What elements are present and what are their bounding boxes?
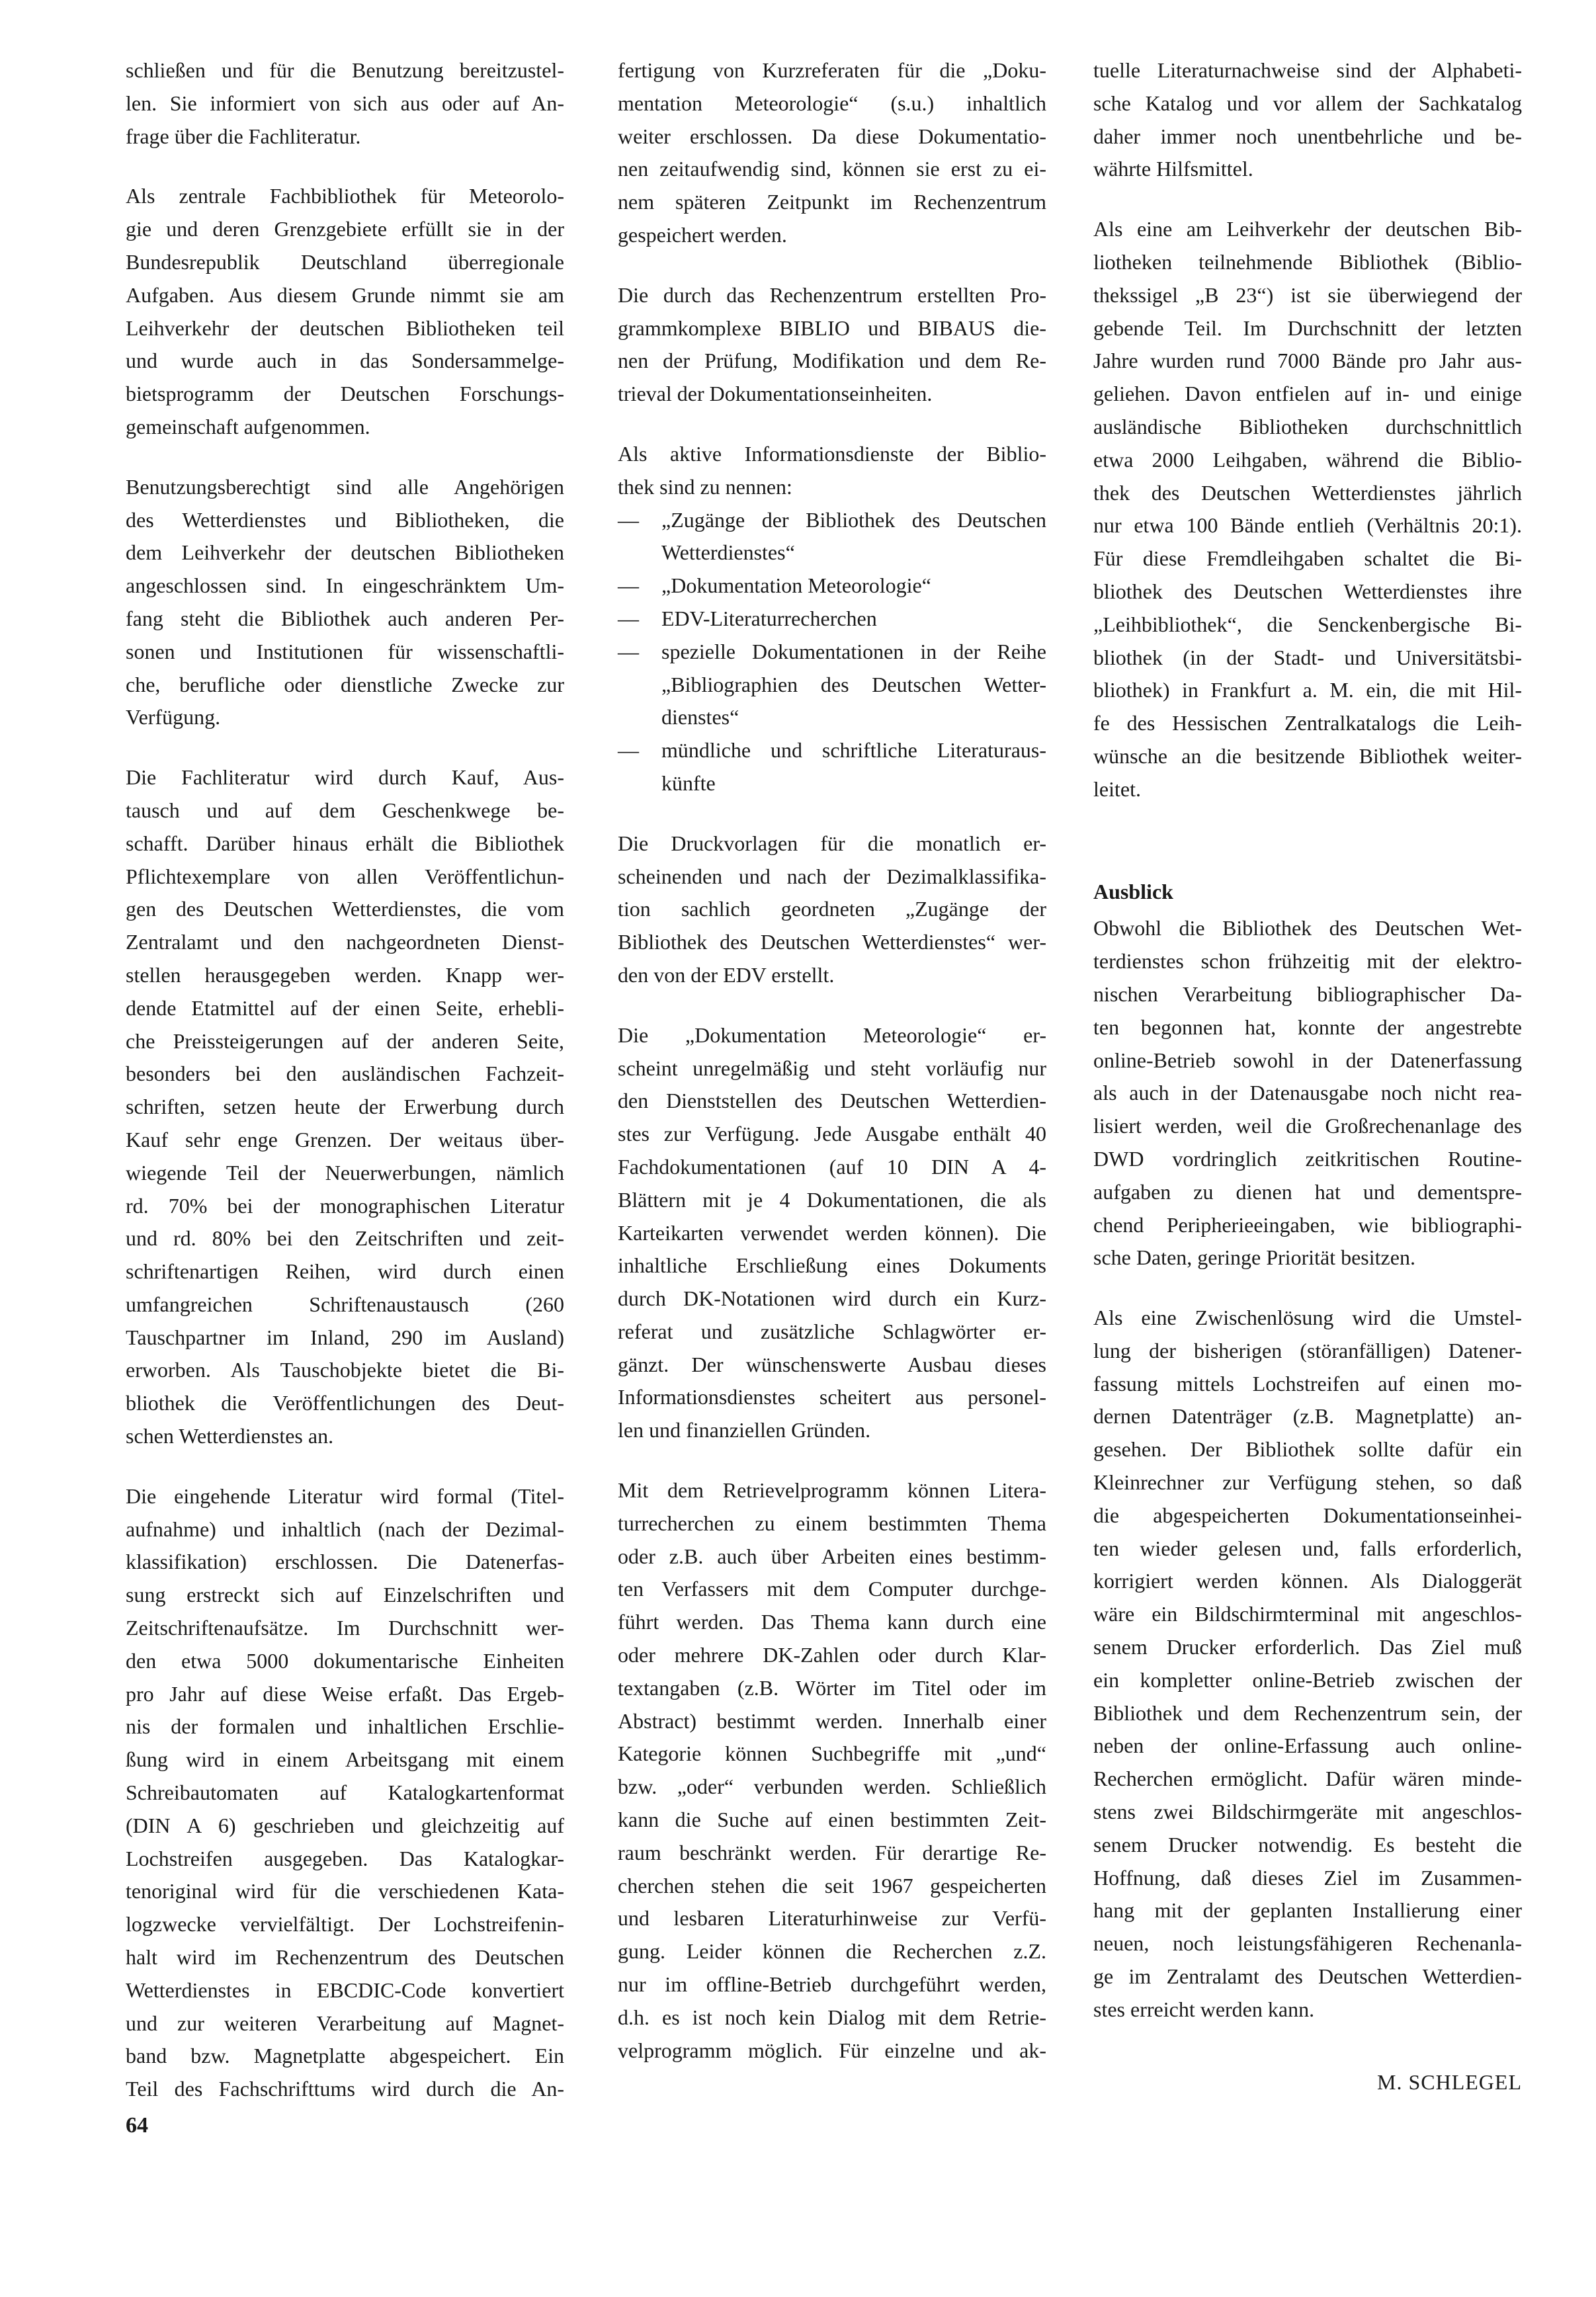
text-line: logzwecke vervielfältigt. Der Lochstreifenin- [126,1912,564,1937]
text-line: che, berufliche oder dienstliche Zwecke zur [126,672,564,696]
text-line: bietsprogramm der Deutschen Forschungs- [126,382,564,406]
text-line: nem späteren Zeitpunkt im Rechenzentrum [618,190,1046,214]
text-line: schriften, setzen heute der Erwerbung durch [126,1095,564,1119]
text-line: Informationsdienstes scheitert aus personel- [618,1385,1046,1409]
text-line: trieval der Dokumentationseinheiten. [618,382,933,406]
text-line: tuelle Literaturnachweise sind der Alphabeti- [1093,58,1522,82]
text-line: wünsche an die besitzende Bibliothek weiter- [1093,743,1522,768]
text-line: schriftenartigen Reihen, wird durch einen [126,1259,564,1284]
text-line: stens zwei Bildschirmgeräte mit angeschlos- [1093,1800,1522,1824]
text-line: ein kompletter online-Betrieb zwischen der [1093,1667,1522,1692]
text-line: textangaben (z.B. Wörter im Titel oder im [618,1675,1046,1700]
text-line: Jahre wurden rund 7000 Bände pro Jahr aus- [1093,349,1522,373]
text-line: Mit dem Retrievelprogramm können Litera- [618,1478,1046,1503]
text-line: oder mehrere DK-Zahlen oder durch Klar- [618,1643,1046,1667]
paragraph [1093,1302,1522,2026]
list-item [618,569,1046,603]
text-line: mentation Meteorologie“ (s.u.) inhaltlich [618,91,1046,115]
text-line: durch DK-Notationen wird durch ein Kurz- [618,1286,1046,1311]
text-line: und zur weiteren Verarbeitung auf Magnet- [126,2011,564,2035]
text-line: rd. 70% bei der monographischen Literatur [126,1193,564,1218]
text-line: wäre ein Bildschirmterminal mit angeschlos- [1093,1602,1522,1626]
text-line: d.h. es ist noch kein Dialog mit dem Retrie- [618,2005,1046,2029]
bullet-list [618,504,1046,800]
text-line: gen des Deutschen Wetterdienstes, die vom [126,897,564,921]
text-line: neuen, noch leistungsfähigeren Rechenanla- [1093,1931,1522,1956]
text-line: gespeichert werden. [618,222,787,247]
text-line: die abgespeicherten Dokumentationseinhei- [1093,1503,1522,1527]
text-line: DWD vordringlich zeitkritischen Routine- [1093,1146,1522,1171]
text-line: weiter erschlossen. Da diese Dokumentatio- [618,124,1046,148]
text-line: Fachdokumentationen (auf 10 DIN A 4- [618,1154,1046,1179]
paragraph [618,827,1046,992]
text-line: referat und zusätzliche Schlagwörter er- [618,1319,1046,1343]
text-line: Die Druckvorlagen für die monatlich er- [618,831,1046,855]
text-line: sche Daten, geringe Priorität besitzen. [1093,1245,1415,1270]
text-line: fassung mittels Lochstreifen auf einen mo- [1093,1371,1522,1396]
dash-bullet-icon: — [618,573,639,598]
text-line: bliothek) in Frankfurt a. M. ein, die mit Hil- [1093,678,1522,702]
text-line: Karteikarten verwendet werden können). Die [618,1220,1046,1245]
text-line: ge im Zentralamt des Deutschen Wetterdien- [1093,1964,1522,1989]
text-line: erworben. Als Tauschobjekte bietet die Bi- [126,1358,564,1382]
text-line: tenoriginal wird für die verschiedenen Kata- [126,1879,564,1903]
text-line: inhaltliche Erschließung eines Dokuments [618,1253,1046,1278]
text-column-1 [126,54,564,2133]
text-line: velprogramm möglich. Für einzelne und ak- [618,2038,1046,2062]
text-line: Lochstreifen ausgegeben. Das Katalogkar- [126,1846,564,1870]
text-line: Als eine am Leihverkehr der deutschen Bib- [1093,217,1522,241]
text-line: schafft. Darüber hinaus erhält die Bibliothek [126,831,564,855]
text-line: nischen Verarbeitung bibliographischer Da- [1093,981,1522,1006]
text-line: sung erstreckt sich auf Einzelschriften und [126,1583,564,1607]
dash-bullet-icon: — [618,606,639,630]
text-line: halt wird im Rechenzentrum des Deutschen [126,1945,564,1970]
text-line: senem Drucker erforderlich. Das Ziel muß [1093,1635,1522,1659]
text-line: Teil des Fachschrifttums wird durch die An- [126,2077,564,2101]
text-line: len. Sie informiert von sich aus oder auf An- [126,91,564,115]
text-line: ausländische Bibliotheken durchschnittlich [1093,414,1522,439]
text-line: Die Fachliteratur wird durch Kauf, Aus- [126,765,564,790]
list-item [618,734,1046,800]
text-line: bzw. „oder“ verbunden werden. Schließlich [618,1775,1046,1799]
text-line: fang steht die Bibliothek auch anderen Per- [126,606,564,630]
text-line: als auch in der Datenausgabe noch nicht rea- [1093,1081,1522,1105]
text-line: nen der Prüfung, Modifikation und dem Re- [618,349,1046,373]
text-line: schließen und für die Benutzung bereitzustel- [126,58,564,82]
section-heading: Ausblick [1093,879,1173,903]
text-line: Verfügung. [126,705,221,730]
text-line: Benutzungsberechtigt sind alle Angehörigen [126,474,564,499]
text-line: sonen und Institutionen für wissenschaftli- [126,639,564,663]
text-line: etwa 2000 Leihgaben, während die Biblio- [1093,447,1522,472]
text-line: gebende Teil. Im Durchschnitt der letzten [1093,315,1522,340]
text-line: „Dokumentation Meteorologie“ [661,573,931,598]
text-line: den Dienststellen des Deutschen Wetterdien- [618,1089,1046,1113]
text-line: nur etwa 100 Bände entlieh (Verhältnis 20:1). [1093,513,1522,538]
text-line: mündliche und schriftliche Literaturaus- [661,738,1046,763]
text-line: dem Leihverkehr der deutschen Bibliotheken [126,540,564,565]
paragraph [126,54,564,153]
text-line: pro Jahr auf diese Weise erfaßt. Das Ergeb- [126,1681,564,1706]
text-line: scheint unregelmäßig und steht vorläufig nur [618,1056,1046,1080]
text-line: Tauschpartner im Inland, 290 im Ausland) [126,1325,564,1349]
text-line: bliothek (in der Stadt- und Universitätsbi- [1093,645,1522,669]
text-line: Als aktive Informationsdienste der Biblio- [618,441,1046,466]
text-line: klassifikation) erschlossen. Die Datenerfas- [126,1550,564,1574]
text-line: den etwa 5000 dokumentarische Einheiten [126,1648,564,1673]
text-line: daher immer noch unentbehrliche und be- [1093,124,1522,148]
text-line: besonders bei den ausländischen Fachzeit- [126,1062,564,1086]
text-line: stes zur Verfügung. Jede Ausgabe enthält 40 [618,1122,1046,1146]
text-line: ten begonnen hat, konnte der angestrebte [1093,1015,1522,1039]
text-line: bliothek die Veröffentlichungen des Deut- [126,1391,564,1415]
text-line: Hoffnung, daß dieses Ziel im Zusammen- [1093,1865,1522,1890]
text-line: „Leihbibliothek“, die Senckenbergische Bi- [1093,612,1522,636]
text-line: Pflichtexemplare von allen Veröffentlichun- [126,864,564,888]
text-line: Wetterdienstes“ [661,540,795,565]
text-line: frage über die Fachliteratur. [126,124,361,148]
text-line: lisiert werden, weil die Großrechenanlage des [1093,1114,1522,1138]
paragraph [126,1480,564,2106]
text-line: führt werden. Das Thema kann durch eine [618,1610,1046,1634]
text-line: grammkomplexe BIBLIO und BIBAUS die- [618,315,1046,340]
paragraph [618,1474,1046,2067]
text-line: oder z.B. auch über Arbeiten eines bestimm- [618,1544,1046,1568]
text-line: online-Betrieb sowohl in der Datenerfassung [1093,1048,1522,1072]
text-line: tion sachlich geordneten „Zugänge der [618,897,1046,921]
text-line: Die eingehende Literatur wird formal (Titel- [126,1483,564,1508]
text-line: angeschlossen sind. In eingeschränktem Um- [126,573,564,598]
text-line: EDV-Literaturrecherchen [661,606,877,630]
text-line: Für diese Fremdleihgaben schaltet die Bi- [1093,546,1522,571]
text-line: künfte [661,771,716,795]
page-number: 64 [126,2113,148,2138]
text-line: Bundesrepublik Deutschland überregionale [126,249,564,274]
text-line: dernen Datenträger (z.B. Magnetplatte) an- [1093,1404,1522,1429]
text-line: spezielle Dokumentationen in der Reihe [661,639,1046,663]
text-line: hang mit der geplanten Installierung einer [1093,1898,1522,1923]
text-line: lung der bisherigen (störanfälligen) Datener- [1093,1338,1522,1362]
text-line: „Zugänge der Bibliothek des Deutschen [661,507,1046,532]
text-line: „Bibliographien des Deutschen Wetter- [661,672,1046,696]
text-line: Leihverkehr der deutschen Bibliotheken teil [126,315,564,340]
paragraph [618,279,1046,411]
text-line: dienstes“ [661,705,739,730]
text-line: terdienstes schon frühzeitig mit der elektro- [1093,949,1522,974]
text-line: währte Hilfsmittel. [1093,157,1253,181]
text-line: Blättern mit je 4 Dokumentationen, die als [618,1187,1046,1212]
text-line: fertigung von Kurzreferaten für die „Doku- [618,58,1046,82]
text-line: Aufgaben. Aus diesem Grunde nimmt sie am [126,282,564,307]
dash-bullet-icon: — [618,738,639,763]
text-line: raum beschränkt werden. Für derartige Re- [618,1840,1046,1864]
dash-bullet-icon: — [618,507,639,532]
list-item [618,636,1046,734]
text-line: dende Etatmittel auf der einen Seite, erhebli- [126,995,564,1020]
text-line: turrecherchen zu einem bestimmten Thema [618,1511,1046,1535]
text-line: che Preissteigerungen auf der anderen Seite, [126,1028,564,1053]
text-line: gänzt. Der wünschenswerte Ausbau dieses [618,1352,1046,1376]
text-line: Bibliothek des Deutschen Wetterdienstes“ wer- [618,930,1046,954]
text-line: leitet. [1093,776,1141,801]
text-line: scheinenden und nach der Dezimalklassifika- [618,864,1046,888]
author-signature: M. SCHLEGEL [1377,2070,1522,2094]
text-line: gung. Leider können die Recherchen z.Z. [618,1939,1046,1964]
text-column-3 [1093,54,1522,2054]
text-line: Kleinrechner zur Verfügung stehen, so daß [1093,1470,1522,1495]
text-line: stellen herausgegeben werden. Knapp wer- [126,962,564,987]
text-line: thekssigel „B 23“) ist sie überwiegend der [1093,282,1522,307]
text-line: Bibliothek und dem Rechenzentrum sein, der [1093,1700,1522,1725]
text-line: den von der EDV erstellt. [618,962,835,987]
paragraph [1093,912,1522,1274]
text-line: Recherchen ermöglicht. Dafür wären minde- [1093,1767,1522,1791]
text-line: Als eine Zwischenlösung wird die Umstel- [1093,1306,1522,1330]
text-line: thek des Deutschen Wetterdienstes jährlich [1093,480,1522,505]
text-line: schen Wetterdienstes an. [126,1424,334,1448]
text-line: neben der online-Erfassung auch online- [1093,1733,1522,1758]
text-line: nis der formalen und inhaltlichen Erschlie- [126,1714,564,1739]
text-line: Wetterdienstes in EBCDIC-Code konvertiert [126,1978,564,2002]
dash-bullet-icon: — [618,639,639,663]
list-item [618,603,1046,636]
text-line: (DIN A 6) geschrieben und gleichzeitig auf [126,1813,564,1837]
text-line: des Wetterdienstes und Bibliotheken, die [126,507,564,532]
text-line: bliothek des Deutschen Wetterdienstes ihre [1093,579,1522,603]
text-line: Schreibautomaten auf Katalogkartenformat [126,1780,564,1805]
text-line: Die „Dokumentation Meteorologie“ er- [618,1023,1046,1047]
text-line: nur im offline-Betrieb durchgeführt werden, [618,1972,1046,1997]
paragraph [126,180,564,443]
paragraph [126,761,564,1453]
text-line: tausch und auf dem Geschenkwege be- [126,798,564,822]
list-item [618,504,1046,570]
paragraph [618,1019,1046,1447]
text-line: kann die Suche auf einen bestimmten Zeit- [618,1808,1046,1832]
text-line: liotheken teilnehmende Bibliothek (Biblio- [1093,249,1522,274]
text-line: thek sind zu nennen: [618,474,792,499]
text-line: aufnahme) und inhaltlich (nach der Dezimal- [126,1517,564,1541]
text-line: Abstract) bestimmt werden. Innerhalb einer [618,1708,1046,1733]
text-line: Kauf sehr enge Grenzen. Der weitaus über- [126,1127,564,1151]
text-line: stes erreicht werden kann. [1093,1997,1315,2021]
text-line: und wurde auch in das Sondersammelge- [126,349,564,373]
text-line: band bzw. Magnetplatte abgespeichert. Ein [126,2044,564,2068]
text-line: sche Katalog und vor allem der Sachkatalog [1093,91,1522,115]
text-line: gemeinschaft aufgenommen. [126,414,370,439]
text-line: senem Drucker notwendig. Es besteht die [1093,1832,1522,1857]
text-line: korrigiert werden können. Als Dialoggerät [1093,1569,1522,1593]
text-line: ßung wird in einem Arbeitsgang mit einem [126,1747,564,1772]
text-line: und rd. 80% bei den Zeitschriften und zeit- [126,1226,564,1251]
text-line: fe des Hessischen Zentralkatalogs die Leih- [1093,711,1522,735]
text-line: Kategorie können Suchbegriffe mit „und“ [618,1741,1046,1766]
text-line: aufgaben zu dienen hat und dementspre- [1093,1179,1522,1204]
paragraph [1093,213,1522,806]
text-line: gesehen. Der Bibliothek sollte dafür ein [1093,1437,1522,1462]
text-line: chend Peripherieeingaben, wie bibliographi- [1093,1212,1522,1237]
text-line: Zeitschriftenaufsätze. Im Durchschnitt wer- [126,1616,564,1640]
paragraph [618,54,1046,252]
text-line: ten Verfassers mit dem Computer durchge- [618,1577,1046,1601]
text-line: Zentralamt und den nachgeordneten Dienst- [126,930,564,954]
text-line: cherchen stehen die seit 1967 gespeicherten [618,1873,1046,1898]
text-line: ten wieder gelesen und, falls erforderlich, [1093,1536,1522,1560]
text-line: nen zeitaufwendig sind, können sie erst zu ei- [618,157,1046,181]
text-line: Die durch das Rechenzentrum erstellten Pro- [618,282,1046,307]
paragraph [618,438,1046,504]
text-line: Obwohl die Bibliothek des Deutschen Wet- [1093,916,1522,940]
text-line: len und finanziellen Gründen. [618,1418,871,1442]
text-line: umfangreichen Schriftenaustausch (260 [126,1292,564,1316]
text-line: geliehen. Davon entfielen auf in- und einige [1093,382,1522,406]
text-line: wiegende Teil der Neuerwerbungen, nämlich [126,1160,564,1185]
paragraph [126,471,564,734]
paragraph [1093,54,1522,186]
text-line: Als zentrale Fachbibliothek für Meteorolo- [126,184,564,208]
text-line: gie und deren Grenzgebiete erfüllt sie in der [126,217,564,241]
text-line: und lesbaren Literaturhinweise zur Verfü- [618,1906,1046,1931]
text-column-2 [618,54,1046,2094]
